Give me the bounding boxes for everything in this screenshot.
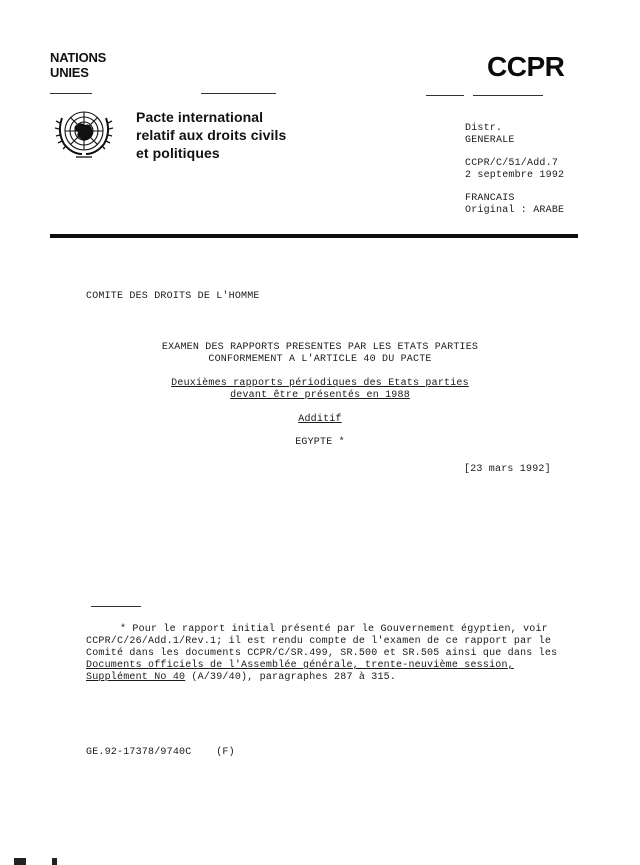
country-name: EGYPTE *	[295, 437, 345, 448]
distribution-label: Distr.	[465, 123, 503, 134]
organization-line-1: NATIONS	[50, 50, 107, 65]
footnote	[86, 624, 566, 684]
header-divider	[50, 234, 578, 238]
footnote-tail: (A/39/40), paragraphes 287 à 315.	[185, 672, 397, 683]
supplement-citation: Supplément No 40	[86, 672, 186, 683]
addendum-label	[0, 414, 640, 426]
pact-title	[136, 108, 286, 162]
pact-title-line-2: relatif aux droits civils	[136, 127, 287, 143]
document-code: GE.92-17378/9740C (F)	[86, 747, 235, 758]
un-emblem-icon	[54, 104, 114, 164]
report-subheading	[0, 378, 640, 402]
original-language: Original : ARABE	[465, 205, 565, 216]
document-metadata	[465, 123, 615, 217]
pact-title-line-1: Pacte international	[136, 109, 264, 125]
footnote-line-3: Comité dans les documents CCPR/C/SR.499, SR.500 et SR.505 ainsi que dans les	[86, 648, 558, 659]
scan-mark-2	[52, 858, 57, 865]
report-subheading-line-2: devant être présentés en 1988	[230, 390, 410, 401]
footnote-line-2: CCPR/C/26/Add.1/Rev.1; il est rendu compte de l'examen de ce rapport par le	[86, 636, 552, 647]
scan-mark-1	[14, 858, 26, 865]
document-symbol: CCPR/C/51/Add.7	[465, 158, 559, 169]
header-rule-left-1	[50, 93, 92, 94]
header-rule-right-1	[426, 95, 464, 96]
ccpr-logo: CCPR	[487, 51, 565, 82]
footnote-line-1: Pour le rapport initial présenté par le Gouvernement égyptien, voir	[132, 624, 548, 635]
organization-name	[50, 50, 106, 80]
report-heading-line-1: EXAMEN DES RAPPORTS PRESENTES PAR LES ETATS PARTIES	[161, 342, 479, 353]
official-records-citation: Documents officiels de l'Assemblée générale, trente-neuvième session,	[86, 660, 514, 671]
footnote-separator	[91, 606, 141, 607]
header-rule-left-2	[201, 93, 276, 94]
report-heading	[0, 342, 640, 366]
organization-line-2: UNIES	[50, 65, 89, 80]
distribution-value: GENERALE	[465, 135, 515, 146]
committee-name: COMITE DES DROITS DE L'HOMME	[86, 291, 260, 302]
document-language: FRANCAIS	[465, 193, 515, 204]
footnote-marker: *	[120, 624, 127, 635]
received-date: [23 mars 1992]	[464, 464, 551, 475]
header-rule-right-2	[473, 95, 543, 96]
report-heading-line-2: CONFORMEMENT A L'ARTICLE 40 DU PACTE	[208, 354, 432, 365]
addendum-text: Additif	[298, 414, 342, 425]
document-date: 2 septembre 1992	[465, 170, 565, 181]
report-subheading-line-1: Deuxièmes rapports périodiques des Etats parties	[171, 378, 469, 389]
pact-title-line-3: et politiques	[136, 145, 220, 161]
